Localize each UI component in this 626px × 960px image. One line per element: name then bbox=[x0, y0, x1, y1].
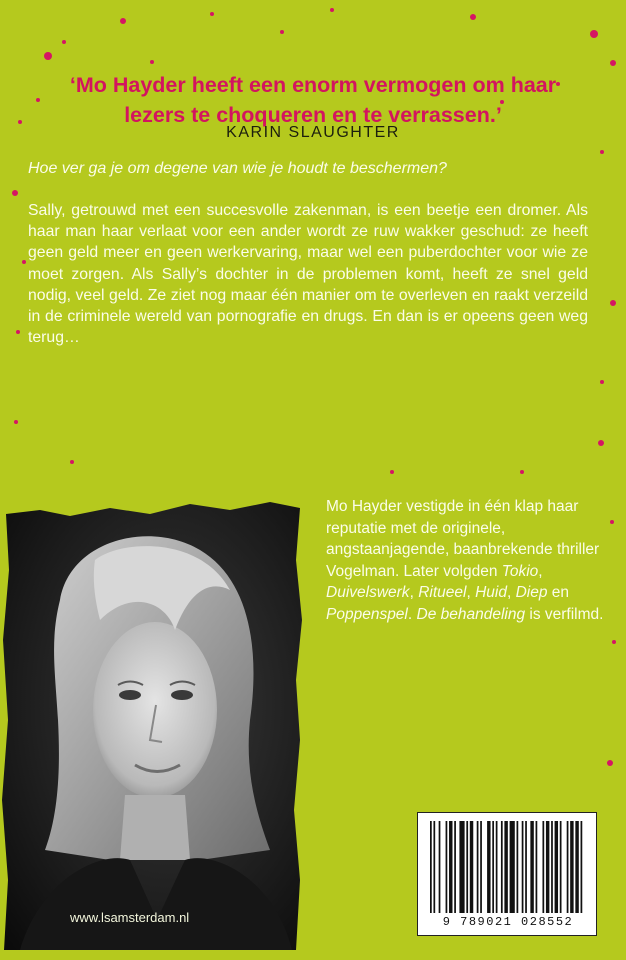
review-quote bbox=[0, 70, 626, 130]
book-title-diep: Diep bbox=[515, 584, 548, 602]
book-title-tokio: Tokio bbox=[501, 562, 539, 580]
ink-splatter-dot bbox=[62, 40, 66, 44]
ink-splatter-dot bbox=[607, 760, 613, 766]
barcode-bar bbox=[546, 821, 549, 913]
barcode-bar bbox=[449, 821, 452, 913]
ink-splatter-dot bbox=[470, 14, 476, 20]
barcode-bar bbox=[466, 821, 468, 913]
barcode-bar bbox=[542, 821, 544, 913]
barcode-bar bbox=[487, 821, 490, 913]
review-quote-line-1: ‘Mo Hayder heeft een enorm vermogen om haar bbox=[69, 73, 557, 97]
ink-splatter-dot bbox=[330, 8, 334, 12]
barcode-bar bbox=[570, 821, 573, 913]
ink-splatter-dot bbox=[280, 30, 284, 34]
barcode-bar bbox=[477, 821, 479, 913]
ink-splatter-dot bbox=[150, 60, 154, 64]
ink-splatter-dot bbox=[590, 30, 598, 38]
review-quote-author: KARIN SLAUGHTER bbox=[226, 124, 400, 141]
barcode-bar bbox=[496, 821, 498, 913]
book-blurb bbox=[28, 200, 588, 348]
bio-separator: en bbox=[547, 584, 570, 602]
bio-separator: , bbox=[506, 584, 516, 602]
review-quote-line-2: lezers te choqueren en te verrassen.’ bbox=[124, 103, 502, 127]
book-title-poppenspel: Poppenspel bbox=[326, 605, 408, 623]
barcode-bar bbox=[510, 821, 515, 913]
ink-splatter-dot bbox=[14, 420, 18, 424]
ink-splatter-dot bbox=[600, 380, 604, 384]
ink-splatter-dot bbox=[22, 260, 26, 264]
barcode-bar bbox=[560, 821, 562, 913]
book-title-duivelswerk: Duivelswerk bbox=[326, 584, 410, 602]
ink-splatter-dot bbox=[612, 640, 616, 644]
barcode-bar bbox=[446, 821, 448, 913]
ink-splatter-dot bbox=[70, 460, 74, 464]
ink-splatter-dot bbox=[600, 150, 604, 154]
barcode-bars bbox=[430, 821, 584, 913]
barcode-bar bbox=[470, 821, 473, 913]
ink-splatter-dot bbox=[210, 12, 214, 16]
book-title-ritueel: Ritueel bbox=[418, 584, 467, 602]
barcode-bar bbox=[454, 821, 456, 913]
barcode-bar bbox=[575, 821, 578, 913]
barcode-bar bbox=[536, 821, 538, 913]
barcode-bar bbox=[480, 821, 482, 913]
author-bio-outro: is verfilmd. bbox=[525, 605, 604, 623]
author-photo bbox=[0, 480, 310, 960]
bio-separator: , bbox=[538, 562, 543, 580]
barcode-bar bbox=[504, 821, 507, 913]
barcode-bar bbox=[439, 821, 441, 913]
barcode-bar bbox=[525, 821, 527, 913]
barcode-bar bbox=[517, 821, 519, 913]
ink-splatter-dot bbox=[16, 330, 20, 334]
barcode-bar bbox=[555, 821, 558, 913]
ink-splatter-dot bbox=[120, 18, 126, 24]
barcode-bar bbox=[492, 821, 494, 913]
ink-splatter-dot bbox=[598, 440, 604, 446]
ink-splatter-dot bbox=[520, 470, 524, 474]
isbn-number: 9 789021 028552 bbox=[442, 915, 574, 929]
barcode-bar bbox=[551, 821, 553, 913]
ink-splatter-dot bbox=[610, 300, 616, 306]
bio-separator: , bbox=[409, 584, 419, 602]
barcode-bar bbox=[433, 821, 435, 913]
author-bio-intro: Mo Hayder vestigde in één klap haar reputatie met de originele, angstaanjagende, baanbrekende thriller Vogelman. Later volgden bbox=[326, 498, 600, 580]
barcode-bar bbox=[459, 821, 464, 913]
tagline: Hoe ver ga je om degene van wie je houdt te beschermen? bbox=[28, 160, 447, 177]
ink-splatter-dot bbox=[610, 60, 616, 66]
barcode-bar bbox=[581, 821, 583, 913]
ink-splatter-dot bbox=[12, 190, 18, 196]
author-portrait-image bbox=[0, 480, 310, 960]
isbn-barcode bbox=[417, 812, 597, 936]
bio-separator: . bbox=[407, 605, 417, 623]
ink-splatter-dot bbox=[390, 470, 394, 474]
bio-separator: , bbox=[466, 584, 476, 602]
book-blurb-text: Sally, getrouwd met een succesvolle zakenman, is een beetje een dromer. Als haar man haar verlaat voor een ander wordt ze ruw wakker geschud: ze heeft geen geld meer en geen werkervaring, maar wel een puberdochter voor wie ze moet zorgen. Als Sally’s dochter in de problemen komt, heeft ze snel geld nodig, veel geld. Ze ziet nog maar één manier om te overleven en raakt verzeild in de criminele wereld van pornografie en drugs. En dan is er opeens geen weg terug… bbox=[28, 202, 588, 347]
barcode-bar bbox=[501, 821, 503, 913]
ink-splatter-dot bbox=[44, 52, 52, 60]
book-title-de-behandeling: De behandeling bbox=[416, 605, 526, 623]
barcode-bar bbox=[522, 821, 524, 913]
barcode-bar bbox=[567, 821, 569, 913]
barcode-bar bbox=[530, 821, 533, 913]
publisher-website-link[interactable]: www.lsamsterdam.nl bbox=[70, 910, 190, 925]
book-title-huid: Huid bbox=[475, 584, 507, 602]
author-bio bbox=[326, 496, 616, 626]
barcode-bar bbox=[430, 821, 432, 913]
